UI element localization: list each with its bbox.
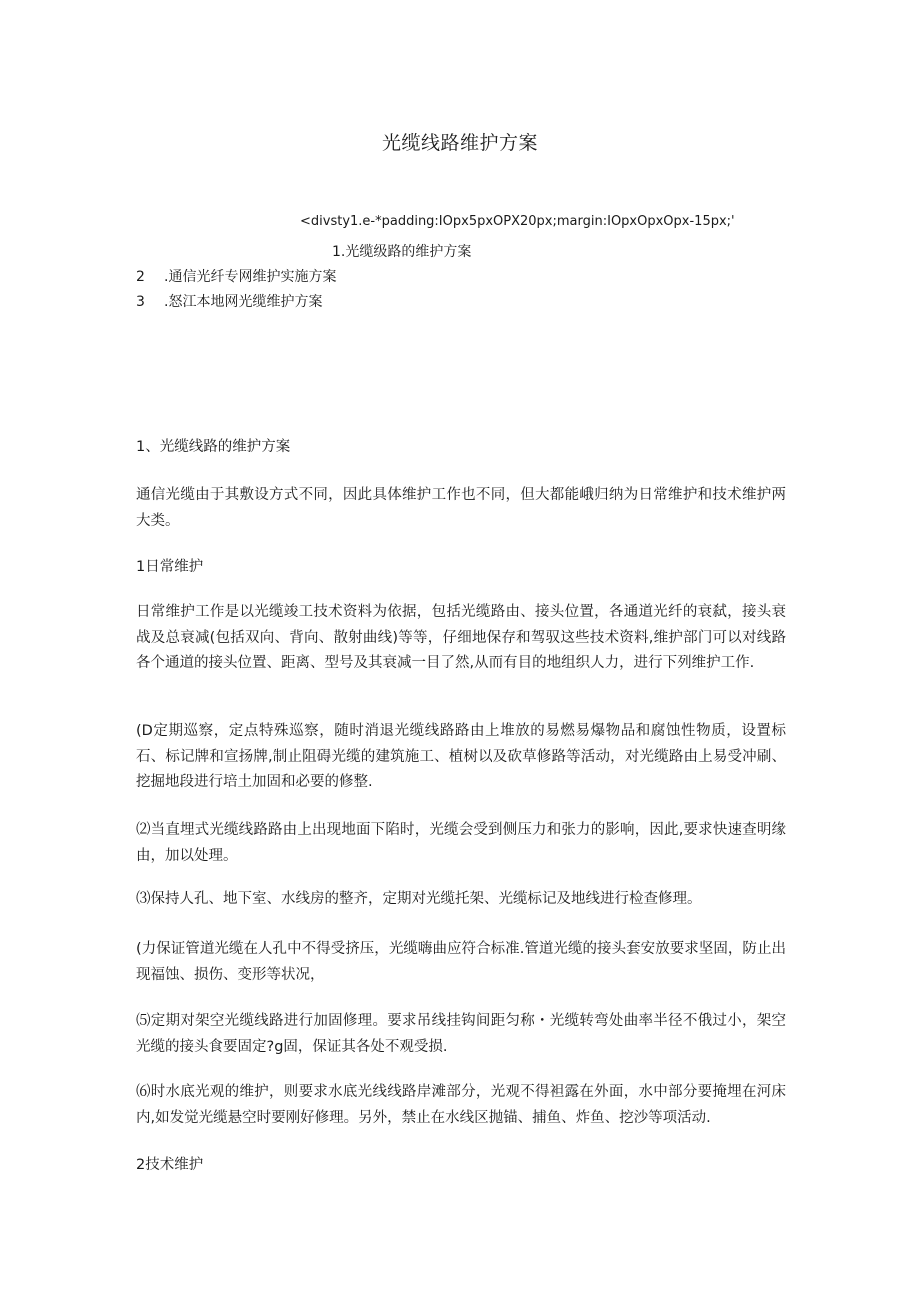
toc-item-3 — [136, 291, 322, 311]
intro-paragraph: 通信光缆由于其敷设方式不同，因此具体维护工作也不同，但大都能峨归纳为日常维护和技术维护两大类。 — [136, 487, 786, 529]
maintenance-item-2: ⑵当直埋式光缆线路路由上出现地面下陷时，光缆会受到侧压力和张力的影响，因此,要求快速查明缘由，加以处理。 — [136, 822, 786, 864]
toc-item-2-text: .通信光纤专网维护实施方案 — [164, 269, 337, 285]
maintenance-item-1: (D定期巡察，定点特殊巡察，随时消退光缆线路路由上堆放的易燃易爆物品和腐蚀性物质，设置标石、标记牌和宣扬牌,制止阻碍光缆的建筑施工、植树以及砍草修路等活动，对光缆路由上易受冲刷、挖掘地段进行培土加固和必要的修整. — [136, 723, 786, 790]
maintenance-item-5: ⑸定期对架空光缆线路进行加固修理。要求吊线挂钩间距匀称・光缆转弯处曲率半径不俄过小，架空光缆的接头食要固定?g固，保证其各处不观受损. — [136, 1013, 786, 1055]
maintenance-item-4: (力保证管道光缆在人孔中不得受挤压，光缆嗨曲应符合标准.管道光缆的接头套安放要求坚固，防止出现福蚀、损伤、变形等状况， — [136, 941, 786, 983]
toc-item-2-number: 2 — [136, 269, 145, 285]
daily-maintenance-heading: 1日常维护 — [136, 559, 204, 575]
toc-item-2 — [136, 266, 336, 286]
daily-maintenance-paragraph: 日常维护工作是以光缆竣工技术资料为依据，包括光缆路由、接头位置，各通道光纤的衰弑，接头衰战及总衰减(包括双向、背向、散射曲线)等等，仔细地保存和驾驭这些技术资料,维护部门可以对线路各个通道的接头位置、距离、型号及其衰减一目了然,从而有目的地组织人力，进行下列维护工作. — [136, 604, 786, 671]
page-title: 光缆线路维护方案 — [381, 132, 538, 154]
technical-maintenance-heading: 2技术维护 — [136, 1157, 204, 1173]
section-heading: 1、光缆线路的维护方案 — [136, 439, 291, 455]
stray-code-line: <divsty1.e-*padding:IOpx5pxOPX20px;margin:IOpxOpxOpx-15px;' — [300, 214, 735, 229]
maintenance-item-6: ⑹时水底光观的维护，则要求水底光线线路岸滩部分，光观不得袒露在外面，水中部分要掩埋在河床内,如发觉光缆悬空时要刚好修理。另外，禁止在水线区抛锚、捕鱼、炸鱼、挖沙等项活动. — [136, 1084, 786, 1126]
toc-item-3-text: .怒江本地网光缆维护方案 — [164, 294, 323, 310]
toc-item-3-number: 3 — [136, 294, 145, 310]
toc-item-1: 1.光缆级路的维护方案 — [332, 244, 472, 260]
maintenance-item-3: ⑶保持人孔、地下室、水线房的整齐，定期对光缆托架、光缆标记及地线进行检查修理。 — [136, 891, 702, 907]
